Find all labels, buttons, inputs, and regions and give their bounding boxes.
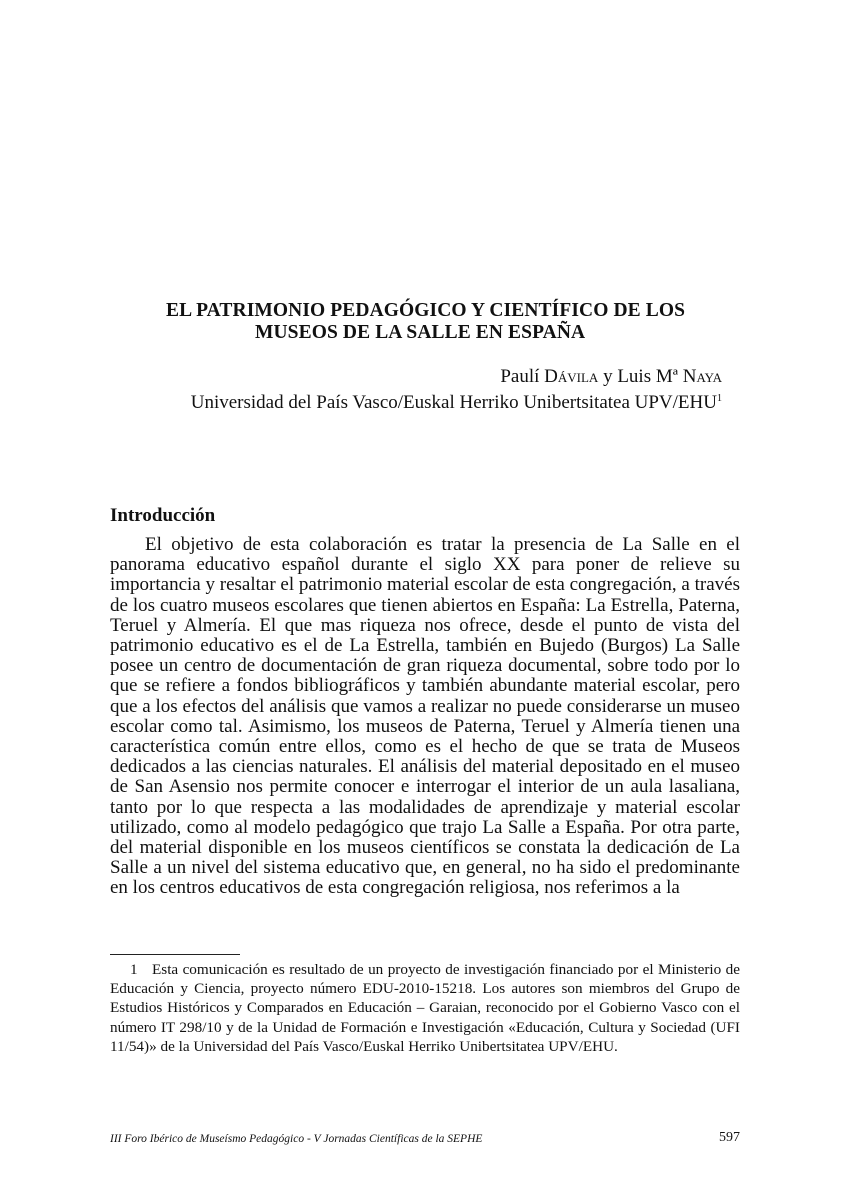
footnote-divider [110, 954, 240, 955]
footnote [110, 960, 740, 1056]
author-joiner: y Luis Mª [598, 366, 683, 387]
affiliation-text: Universidad del País Vasco/Euskal Herriko Unibertsitatea UPV/EHU [190, 392, 717, 413]
author-2-surname: Naya [682, 366, 722, 387]
footnote-marker: 1 [717, 393, 722, 404]
paper-title-line-2: MUSEOS DE LA SALLE EN ESPAÑA [255, 322, 586, 343]
paper-title [110, 300, 780, 344]
paper-title-line-1: EL PATRIMONIO PEDAGÓGICO Y CIENTÍFICO DE LOS [166, 300, 686, 321]
affiliation-line [110, 388, 722, 414]
page-number: 597 [719, 1130, 740, 1145]
author-1-surname: Dávila [544, 366, 599, 387]
section-heading: Introducción [110, 505, 216, 526]
running-footer: III Foro Ibérico de Museísmo Pedagógico - V Jornadas Científicas de la SEPHE [110, 1133, 483, 1145]
author-1-given-name: Paulí [500, 366, 545, 387]
author-line [110, 366, 722, 388]
body-paragraph: El objetivo de esta colaboración es tratar la presencia de La Salle en el panorama educativo español durante el siglo XX para poner de relieve su importancia y resaltar el patrimonio material escolar de esta congregación, a través de los cuatro museos escolares que tienen abiertos en España: La Estrella, Paterna, Teruel y Almería. El que mas riqueza nos ofrece, desde el punto de vista del patrimonio educativo es el de La Estrella, también en Bujedo (Burgos) La Salle posee un centro de documentación de gran riqueza documental, sobre todo por lo que se refiere a fondos bibliográficos y también abundante material escolar, pero que a los efectos del análisis que vamos a realizar no puede considerarse un museo escolar como tal. Asimismo, los museos de Paterna, Teruel y Almería tienen una característica común entre ellos, como es el hecho de que se trata de Museos dedicados a las ciencias naturales. El análisis del material depositado en el museo de San Asensio nos permite conocer e interrogar el interior de un aula lasaliana, tanto por lo que respecta a las modalidades de aprendizaje y material escolar utilizado, como al modelo pedagógico que trajo La Salle a España. Por otra parte, del material disponible en los museos científicos se constata la dedicación de La Salle a un nivel del sistema educativo que, en general, no ha sido el predominante en los centros educativos de esta congregación religiosa, nos referimos a la [110, 534, 740, 899]
footnote-number: 1 [130, 961, 138, 978]
footnote-text: Esta comunicación es resultado de un proyecto de investigación financiado por el Ministerio de Educación y Ciencia, proyecto número EDU-2010-15218. Los autores son miembros del Grupo de Estudios Históricos y Comparados en Educación – Garaian, reconocido por el Gobierno Vasco con el número IT 298/10 y de la Unidad de Formación e Investigación «Educación, Cultura y Sociedad (UFI 11/54)» de la Universidad del País Vasco/Euskal Herriko Unibertsitatea UPV/EHU. [110, 961, 740, 1055]
